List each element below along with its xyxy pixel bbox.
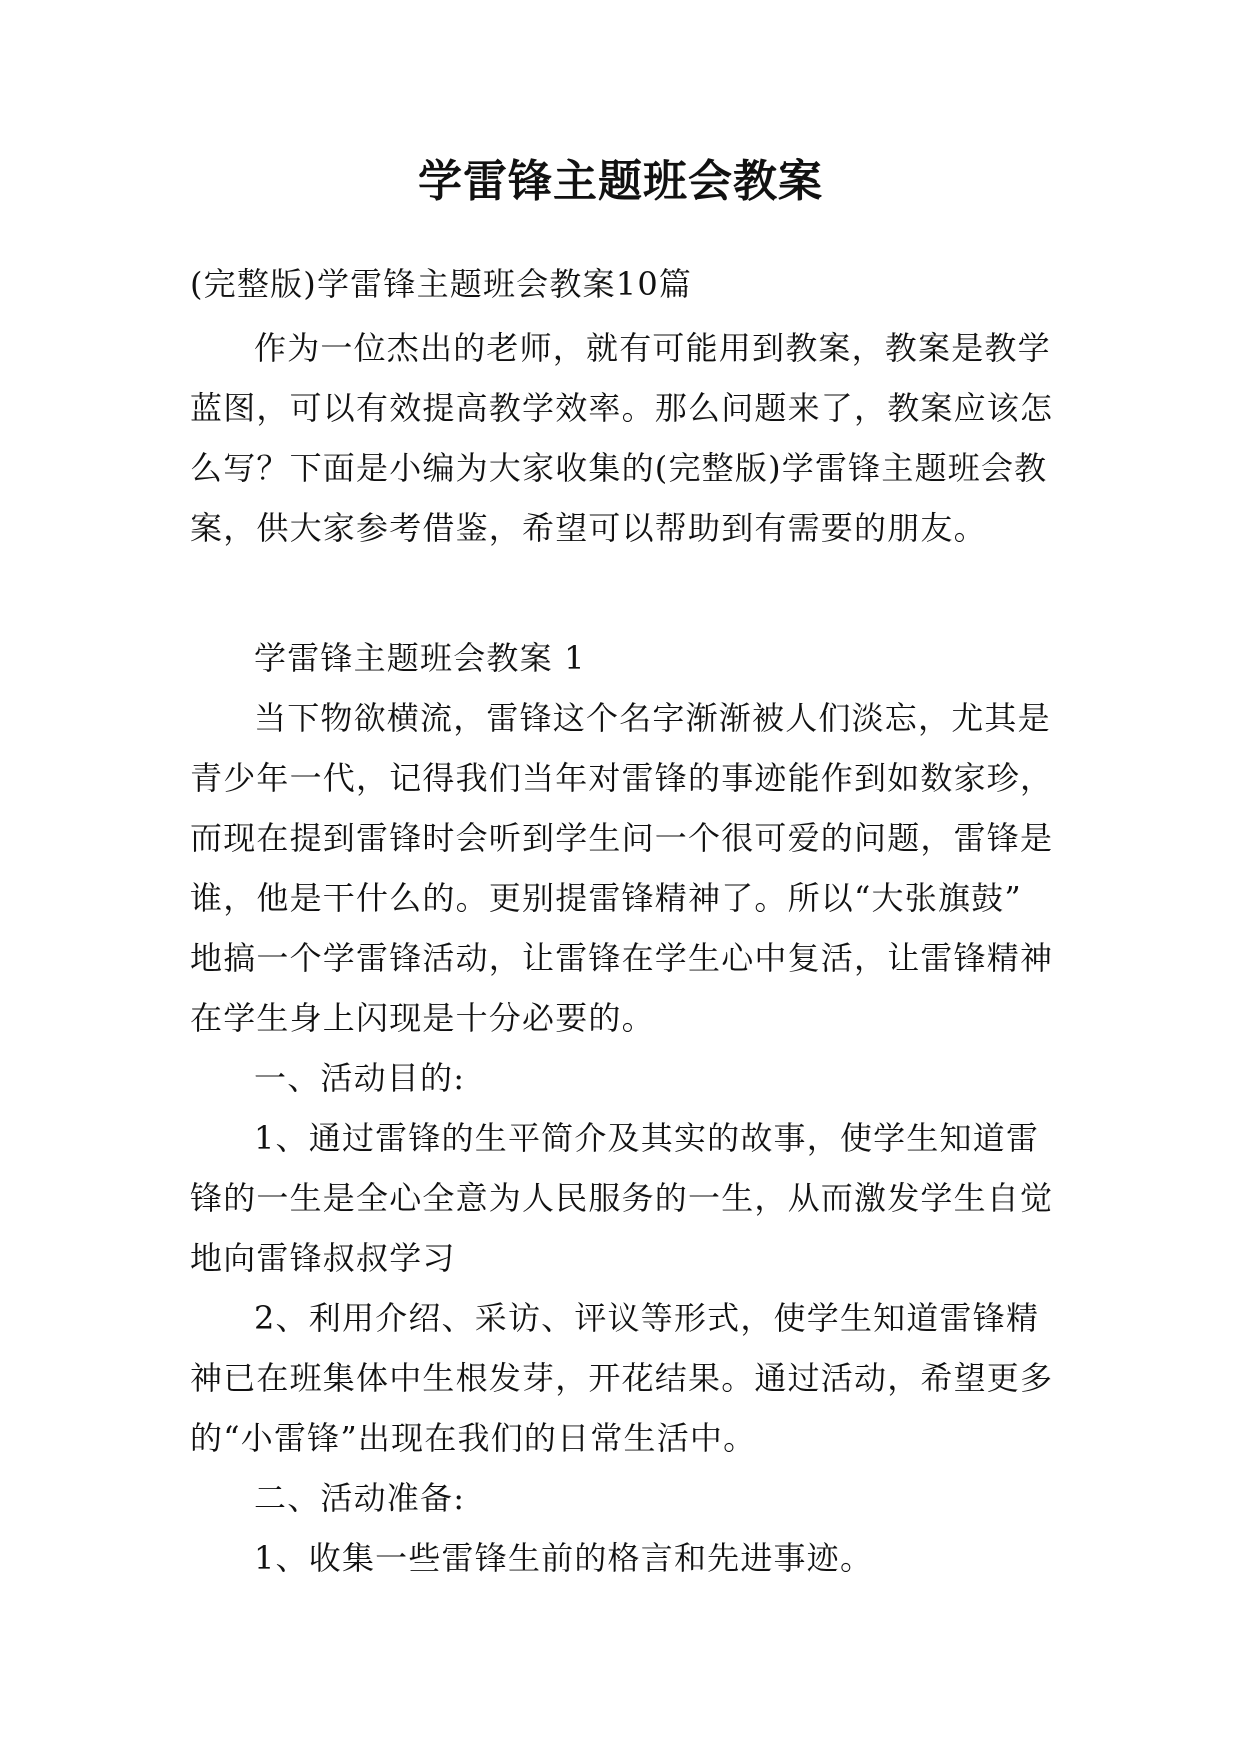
paragraph-line: 地搞一个学雷锋活动，让雷锋在学生心中复活，让雷锋精神 [190, 939, 1054, 977]
paragraph-line: 的“小雷锋”出现在我们的日常生活中。 [190, 1419, 757, 1457]
paragraph-line: 2、利用介绍、采访、评议等形式，使学生知道雷锋精 [254, 1299, 1040, 1337]
paragraph-line: 1、收集一些雷锋生前的格言和先进事迹。 [254, 1539, 874, 1577]
paragraph-line: 作为一位杰出的老师，就有可能用到教案，教案是教学 [254, 329, 1051, 367]
paragraph-line: 而现在提到雷锋时会听到学生问一个很可爱的问题，雷锋是 [190, 819, 1054, 857]
paragraph-line: 锋的一生是全心全意为人民服务的一生，从而激发学生自觉 [190, 1179, 1054, 1217]
paragraph-line: 青少年一代，记得我们当年对雷锋的事迹能作到如数家珍， [190, 759, 1054, 797]
paragraph-line: 么写？下面是小编为大家收集的(完整版)学雷锋主题班会教 [190, 449, 1048, 487]
paragraph-line: 案，供大家参考借鉴，希望可以帮助到有需要的朋友。 [190, 509, 987, 547]
paragraph-line: 在学生身上闪现是十分必要的。 [190, 999, 655, 1037]
section-heading: 二、活动准备: [254, 1479, 466, 1517]
paragraph-line: 谁，他是干什么的。更别提雷锋精神了。所以“大张旗鼓” [190, 879, 1022, 917]
paragraph-line: 神已在班集体中生根发芽，开花结果。通过活动，希望更多 [190, 1359, 1054, 1397]
page-title: 学雷锋主题班会教案 [418, 156, 823, 207]
paragraph-line: 蓝图，可以有效提高教学效率。那么问题来了，教案应该怎 [190, 389, 1054, 427]
paragraph-line: 地向雷锋叔叔学习 [190, 1239, 456, 1277]
section-heading: 学雷锋主题班会教案 1 [254, 639, 586, 677]
subtitle-line: (完整版)学雷锋主题班会教案10篇 [190, 265, 693, 303]
section-heading: 一、活动目的: [254, 1059, 466, 1097]
paragraph-line: 当下物欲横流，雷锋这个名字渐渐被人们淡忘，尤其是 [254, 699, 1051, 737]
paragraph-line: 1、通过雷锋的生平简介及其实的故事，使学生知道雷 [254, 1119, 1040, 1157]
